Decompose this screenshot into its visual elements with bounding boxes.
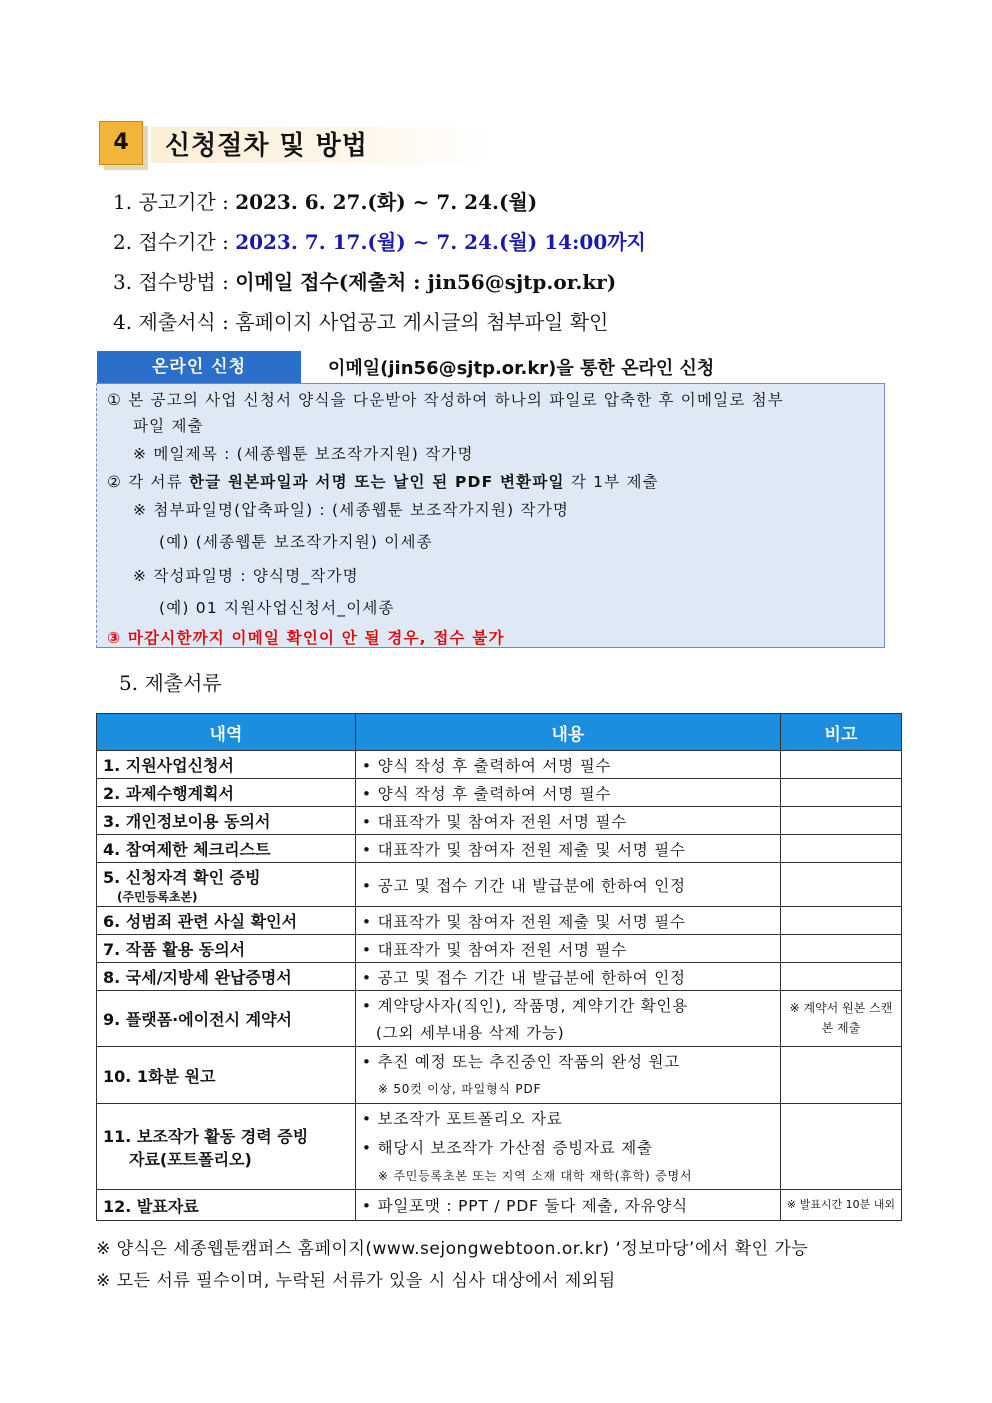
row-item: 6. 성범죄 관련 사실 확인서 xyxy=(97,907,356,935)
row-content xyxy=(355,751,780,779)
content-bullet: • 보조작가 포트폴리오 자료 xyxy=(362,1105,774,1133)
content-bullet: • 계약당사자(직인), 작품명, 계약기간 확인용 xyxy=(362,992,774,1020)
row-note xyxy=(780,835,901,863)
row-note xyxy=(780,1047,901,1104)
table-row xyxy=(97,751,902,779)
row-content xyxy=(355,779,780,807)
row-item-title: 5. 신청자격 확인 증빙 xyxy=(103,867,261,887)
content-note: ※ 50컷 이상, 파일형식 PDF xyxy=(377,1082,542,1096)
online-line-bold: 한글 원본파일과 서명 또는 날인 된 PDF 변환파일 xyxy=(189,473,565,491)
content-bullet: • 대표작가 및 참여자 전원 서명 필수 xyxy=(362,938,774,960)
header-item: 내역 xyxy=(97,714,356,751)
content-bullet: • 양식 작성 후 출력하여 서명 필수 xyxy=(362,782,774,804)
header-note: 비고 xyxy=(780,714,901,751)
content-bullet: • 대표작가 및 참여자 전원 서명 필수 xyxy=(362,810,774,832)
row-content xyxy=(355,907,780,935)
row-note xyxy=(780,935,901,963)
table-row xyxy=(97,779,902,807)
row-item: 10. 1화분 원고 xyxy=(97,1047,356,1104)
row-note xyxy=(780,907,901,935)
row-note xyxy=(780,963,901,991)
step-label: 1. 공고기간 : xyxy=(113,190,236,214)
step-reception-method xyxy=(113,266,616,295)
online-application-box xyxy=(96,383,885,648)
row-item: 3. 개인정보이용 동의서 xyxy=(97,807,356,835)
row-content xyxy=(355,863,780,907)
row-content xyxy=(355,1190,780,1221)
step-label: 2. 접수기간 : xyxy=(113,230,236,254)
online-line-part: 각 1부 제출 xyxy=(564,473,659,491)
row-item xyxy=(97,1104,356,1190)
content-bullet: • 대표작가 및 참여자 전원 제출 및 서명 필수 xyxy=(362,910,774,932)
row-item: 4. 참여제한 체크리스트 xyxy=(97,835,356,863)
table-row xyxy=(97,863,902,907)
row-item xyxy=(97,863,356,907)
content-bullet: • 해당시 보조작가 가산점 증빙자료 제출 xyxy=(362,1133,774,1163)
table-row xyxy=(97,835,902,863)
documents-table xyxy=(96,713,902,1221)
table-row xyxy=(97,907,902,935)
section-number: 4 xyxy=(99,121,143,165)
row-content xyxy=(355,807,780,835)
content-note: ※ 주민등록초본 또는 지역 소재 대학 재학(휴학) 증명서 xyxy=(377,1168,693,1183)
online-line: ※ 작성파일명 : 양식명_작가명 xyxy=(133,567,359,585)
step-label: 3. 접수방법 : xyxy=(113,270,236,294)
online-line-warning: 마감시한까지 이메일 확인이 안 될 경우, 접수 불가 xyxy=(127,629,505,647)
table-header-row xyxy=(97,714,902,751)
step-value: 2023. 7. 17.(월) ~ 7. 24.(월) 14:00까지 xyxy=(235,230,646,254)
online-line: 파일 제출 xyxy=(133,417,204,435)
header-content: 내용 xyxy=(355,714,780,751)
documents-heading: 5. 제출서류 xyxy=(119,671,222,695)
content-bullet: • 공고 및 접수 기간 내 발급분에 한하여 인정 xyxy=(362,874,774,896)
row-note xyxy=(780,779,901,807)
row-content xyxy=(355,963,780,991)
step-value: 2023. 6. 27.(화) ~ 7. 24.(월) xyxy=(235,190,538,214)
row-content xyxy=(355,991,780,1047)
table-row xyxy=(97,991,902,1047)
content-bullet: • 추진 예정 또는 추진중인 작품의 완성 원고 xyxy=(362,1048,774,1076)
row-note: ※ 계약서 원본 스캔본 제출 xyxy=(780,991,901,1047)
step-submission-form xyxy=(113,306,608,335)
online-line-part: ③ xyxy=(107,629,128,647)
row-note xyxy=(780,863,901,907)
row-item: 12. 발표자료 xyxy=(97,1190,356,1221)
table-row xyxy=(97,1190,902,1221)
row-content xyxy=(355,1104,780,1190)
online-line: ※ 메일제목 : (세종웹툰 보조작가지원) 작가명 xyxy=(133,445,474,463)
table-row xyxy=(97,1047,902,1104)
table-row xyxy=(97,1104,902,1190)
table-row xyxy=(97,963,902,991)
row-content xyxy=(355,1047,780,1104)
content-bullet: • 대표작가 및 참여자 전원 제출 및 서명 필수 xyxy=(362,838,774,860)
content-continuation: (그외 세부내용 삭제 가능) xyxy=(375,1023,565,1042)
row-item-subtitle: (주민등록초본) xyxy=(117,889,198,904)
online-line: (예) (세종웹툰 보조작가지원) 이세종 xyxy=(159,533,433,551)
step-value: 이메일 접수(제출처 : jin56@sjtp.or.kr) xyxy=(235,270,617,294)
step-announcement-period xyxy=(113,186,537,215)
row-item: 8. 국세/지방세 완납증명서 xyxy=(97,963,356,991)
online-line: ※ 첨부파일명(압축파일) : (세종웹툰 보조작가지원) 작가명 xyxy=(133,501,570,519)
step-reception-period xyxy=(113,226,646,255)
online-line: ① 본 공고의 사업 신청서 양식을 다운받아 작성하여 하나의 파일로 압축한 후 이메일로 첨부 xyxy=(107,391,784,409)
row-item-title-line2: 자료(포트폴리오) xyxy=(129,1149,252,1169)
row-content xyxy=(355,935,780,963)
online-line-part: ② 각 서류 xyxy=(107,473,189,491)
row-note xyxy=(780,1104,901,1190)
row-note xyxy=(780,807,901,835)
section-heading xyxy=(99,121,499,165)
footnote: ※ 양식은 세종웹툰캠퍼스 홈페이지(www.sejongwebtoon.or.kr) ‘정보마당’에서 확인 가능 xyxy=(96,1239,809,1259)
row-item: 1. 지원사업신청서 xyxy=(97,751,356,779)
row-content xyxy=(355,835,780,863)
row-item: 7. 작품 활용 동의서 xyxy=(97,935,356,963)
online-line xyxy=(107,626,505,648)
online-line xyxy=(107,470,659,492)
online-application-tab: 온라인 신청 xyxy=(97,351,301,383)
section-title: 신청절차 및 방법 xyxy=(165,131,368,161)
row-note xyxy=(780,751,901,779)
row-note: ※ 발표시간 10분 내외 xyxy=(780,1190,901,1221)
table-row xyxy=(97,935,902,963)
online-line: (예) 01 지원사업신청서_이세종 xyxy=(159,599,395,617)
table-row xyxy=(97,807,902,835)
online-application-heading: 이메일(jin56@sjtp.or.kr)을 통한 온라인 신청 xyxy=(328,358,715,379)
step-value: 홈페이지 사업공고 게시글의 첨부파일 확인 xyxy=(235,310,609,334)
footnote: ※ 모든 서류 필수이며, 누락된 서류가 있을 시 심사 대상에서 제외됨 xyxy=(96,1271,616,1291)
content-bullet: • 파일포맷 : PPT / PDF 둘다 제출, 자유양식 xyxy=(362,1194,774,1216)
content-bullet: • 공고 및 접수 기간 내 발급분에 한하여 인정 xyxy=(362,966,774,988)
content-bullet: • 양식 작성 후 출력하여 서명 필수 xyxy=(362,754,774,776)
step-label: 4. 제출서식 : xyxy=(113,310,236,334)
row-item: 2. 과제수행계획서 xyxy=(97,779,356,807)
row-item-title: 11. 보조작가 활동 경력 증빙 xyxy=(103,1126,309,1146)
row-item: 9. 플랫폼·에이전시 계약서 xyxy=(97,991,356,1047)
